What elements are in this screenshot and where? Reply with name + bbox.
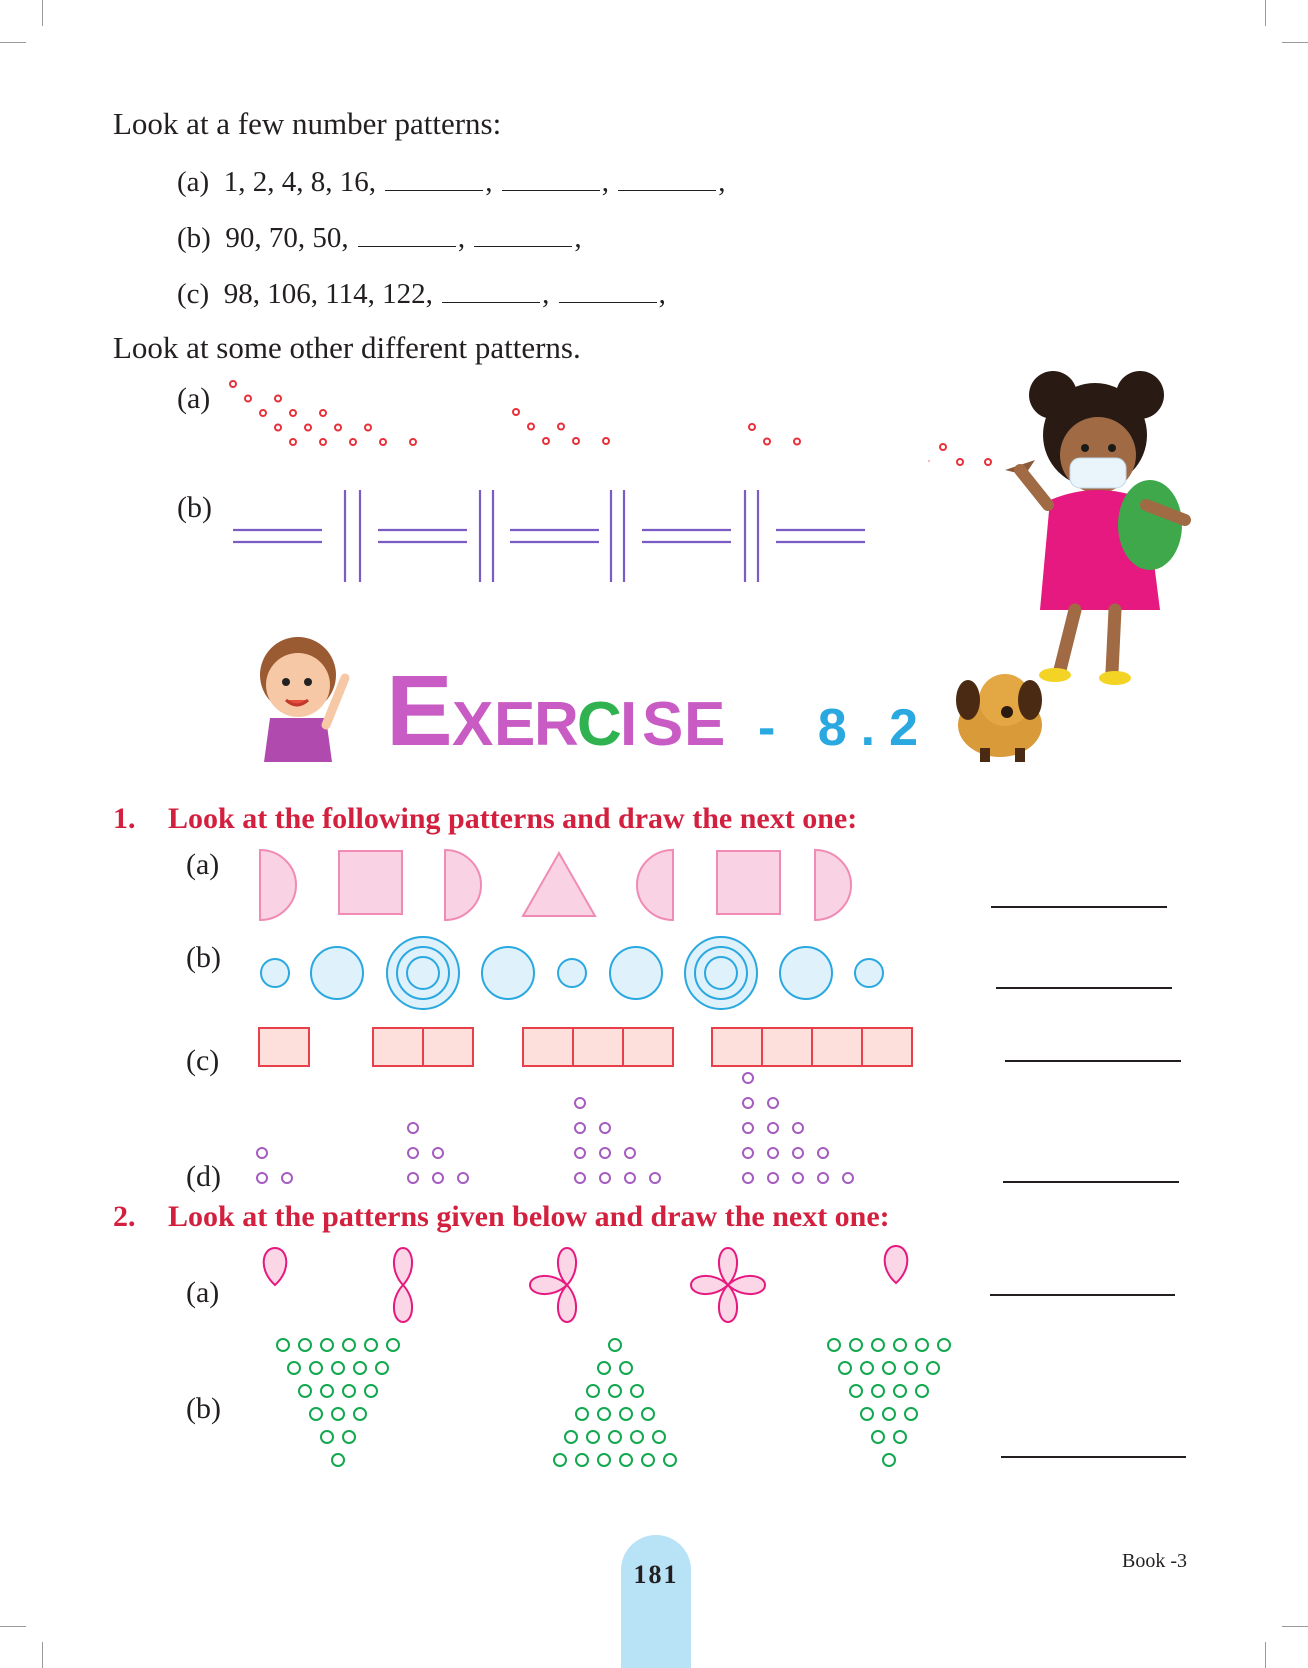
question-number: 2. [113,1200,136,1233]
red-dot [528,424,534,430]
green-dot [598,1362,610,1374]
red-dot [320,439,326,445]
purple-dot [433,1148,443,1158]
purple-dot [600,1148,610,1158]
purple-dot [408,1123,418,1133]
purple-dot [625,1173,635,1183]
green-dot [576,1408,588,1420]
red-dot [380,439,386,445]
green-dot [883,1454,895,1466]
purple-dot [458,1173,468,1183]
green-dot [310,1408,322,1420]
question-text: Look at the patterns given below and draw the next one: [168,1200,890,1233]
svg-text:E: E [386,655,453,767]
green-dot [299,1339,311,1351]
red-dot [305,425,311,431]
purple-dot [743,1148,753,1158]
green-dot [631,1385,643,1397]
svg-text:R: R [534,690,579,759]
green-dot [850,1339,862,1351]
q2-part-a-label: (a) [186,1276,220,1309]
red-dot [365,425,371,431]
purple-dot [257,1173,267,1183]
green-dot [376,1362,388,1374]
purple-dot [743,1173,753,1183]
purple-dot [743,1123,753,1133]
page-number: 181 [633,1560,679,1589]
purple-dot [843,1173,853,1183]
green-dot [299,1385,311,1397]
green-dot [310,1362,322,1374]
green-dot [598,1408,610,1420]
q1-part-c-label: (c) [186,1044,220,1077]
green-dot [587,1385,599,1397]
green-dot [332,1362,344,1374]
purple-dot [743,1073,753,1083]
double-line-pattern [233,490,865,582]
green-dot [839,1362,851,1374]
number-pattern-b: (b) 90, 70, 50, , , [177,222,582,254]
green-dot [916,1339,928,1351]
purple-dot [433,1173,443,1183]
purple-dot [793,1123,803,1133]
answer-line[interactable] [1001,1456,1186,1458]
green-dot [365,1385,377,1397]
green-dot [343,1385,355,1397]
green-dot [609,1385,621,1397]
purple-dot [768,1123,778,1133]
answer-line[interactable] [1005,1060,1181,1062]
question-1 [113,802,857,836]
pointing-girl-illustration [260,637,345,762]
red-dot [230,381,236,387]
intro-number-patterns: Look at a few number patterns: [113,106,502,141]
pattern-label: (b) [177,222,211,254]
green-dot [883,1408,895,1420]
purple-dot [818,1148,828,1158]
green-dot [872,1385,884,1397]
green-dot [883,1362,895,1374]
green-dot [321,1339,333,1351]
green-dot [927,1362,939,1374]
green-dot [905,1408,917,1420]
svg-text:C: C [577,690,622,759]
answer-line[interactable] [996,987,1172,989]
page-number-tab [621,1535,691,1668]
red-dot [957,459,963,465]
red-dot [940,444,946,450]
question-2 [113,1200,890,1234]
purple-dot [650,1173,660,1183]
svg-text:I: I [620,690,638,759]
number-pattern-c: (c) 98, 106, 114, 122, , , [177,278,666,310]
purple-dot [575,1123,585,1133]
green-dot [554,1454,566,1466]
red-dot [260,410,266,416]
question-number: 1. [113,802,136,835]
green-dot [277,1339,289,1351]
q1c-boxes [259,1028,912,1066]
pattern-sequence: 90, 70, 50, [225,222,349,254]
purple-dot [257,1148,267,1158]
exercise-title [386,655,932,767]
green-dot [894,1339,906,1351]
red-dot [543,438,549,444]
red-dot [764,439,770,445]
pattern-sequence: 1, 2, 4, 8, 16, [223,166,376,198]
green-dot [894,1431,906,1443]
purple-dot [575,1148,585,1158]
green-dot [598,1454,610,1466]
green-dot [576,1454,588,1466]
green-dot [365,1339,377,1351]
green-dot [620,1408,632,1420]
purple-dot [600,1123,610,1133]
question-text: Look at the following patterns and draw the next one: [168,802,858,835]
q2-part-b-label: (b) [186,1392,221,1425]
red-dot [513,409,519,415]
green-dot [664,1454,676,1466]
red-dot [290,439,296,445]
svg-text:E: E [494,690,536,759]
red-dot [410,439,416,445]
svg-text:- 8.2: - 8.2 [758,699,933,757]
green-dot [587,1431,599,1443]
green-dot [642,1454,654,1466]
answer-line[interactable] [991,906,1167,908]
green-dot [872,1431,884,1443]
purple-dot [408,1173,418,1183]
red-dot [350,439,356,445]
green-dot [894,1385,906,1397]
q1d-dot-triangles [257,1073,853,1183]
svg-text:E: E [684,690,726,759]
q1-part-b-label: (b) [186,941,221,974]
green-dot [332,1454,344,1466]
purple-dot [768,1173,778,1183]
q1-part-a-label: (a) [186,848,220,881]
purple-dot [793,1173,803,1183]
purple-dot [818,1173,828,1183]
green-dot [861,1408,873,1420]
purple-dot [600,1173,610,1183]
purple-dot [408,1148,418,1158]
puppy-illustration [956,674,1042,762]
shape-pattern-label-b: (b) [177,491,212,524]
green-dot [916,1385,928,1397]
purple-dot [575,1173,585,1183]
green-dot [642,1408,654,1420]
intro-other-patterns: Look at some other different patterns. [113,330,581,365]
green-dot [332,1408,344,1420]
green-dot [828,1339,840,1351]
pattern-sequence: 98, 106, 114, 122, [223,278,433,310]
green-dot [343,1431,355,1443]
red-dot [558,424,564,430]
purple-dot [768,1098,778,1108]
svg-text:S: S [642,690,684,759]
green-dot [620,1454,632,1466]
green-dot [620,1362,632,1374]
red-dot [320,410,326,416]
red-dot [603,438,609,444]
red-dot [335,425,341,431]
green-dot [354,1408,366,1420]
green-dot [288,1362,300,1374]
green-dot [872,1339,884,1351]
purple-dot [575,1098,585,1108]
red-dot [573,438,579,444]
purple-dot [625,1148,635,1158]
q1-part-d-label: (d) [186,1160,221,1193]
purple-dot [768,1148,778,1158]
red-dot [275,396,281,402]
red-dot [794,439,800,445]
answer-line[interactable] [1003,1181,1179,1183]
green-dot [861,1362,873,1374]
shape-pattern-label-a: (a) [177,382,211,415]
red-dot [275,425,281,431]
q1a-shapes [260,850,851,920]
green-dot [609,1431,621,1443]
answer-line[interactable] [990,1294,1175,1296]
q2a-petals [264,1246,908,1322]
green-dot [609,1339,621,1351]
green-dot [321,1385,333,1397]
pattern-label: (a) [177,166,210,198]
red-dot [985,459,991,465]
green-dot [321,1431,333,1443]
number-pattern-a: (a) 1, 2, 4, 8, 16, , , , [177,166,726,198]
red-dot [290,410,296,416]
purple-dot [793,1148,803,1158]
purple-dot [282,1173,292,1183]
green-dot [905,1362,917,1374]
red-dot [749,424,755,430]
book-label: Book -3 [1122,1550,1187,1572]
green-dot [850,1385,862,1397]
girl-illustration [1005,371,1185,685]
red-dot-pattern [230,381,991,465]
q2b-dot-triangles [277,1339,950,1466]
green-dot [354,1362,366,1374]
green-dot [631,1431,643,1443]
green-dot [938,1339,950,1351]
q1b-circles [261,937,883,1009]
green-dot [565,1431,577,1443]
svg-text:X: X [452,690,494,759]
green-dot [653,1431,665,1443]
green-dot [343,1339,355,1351]
pattern-label: (c) [177,278,210,310]
red-dot [245,396,251,402]
green-dot [387,1339,399,1351]
purple-dot [743,1098,753,1108]
